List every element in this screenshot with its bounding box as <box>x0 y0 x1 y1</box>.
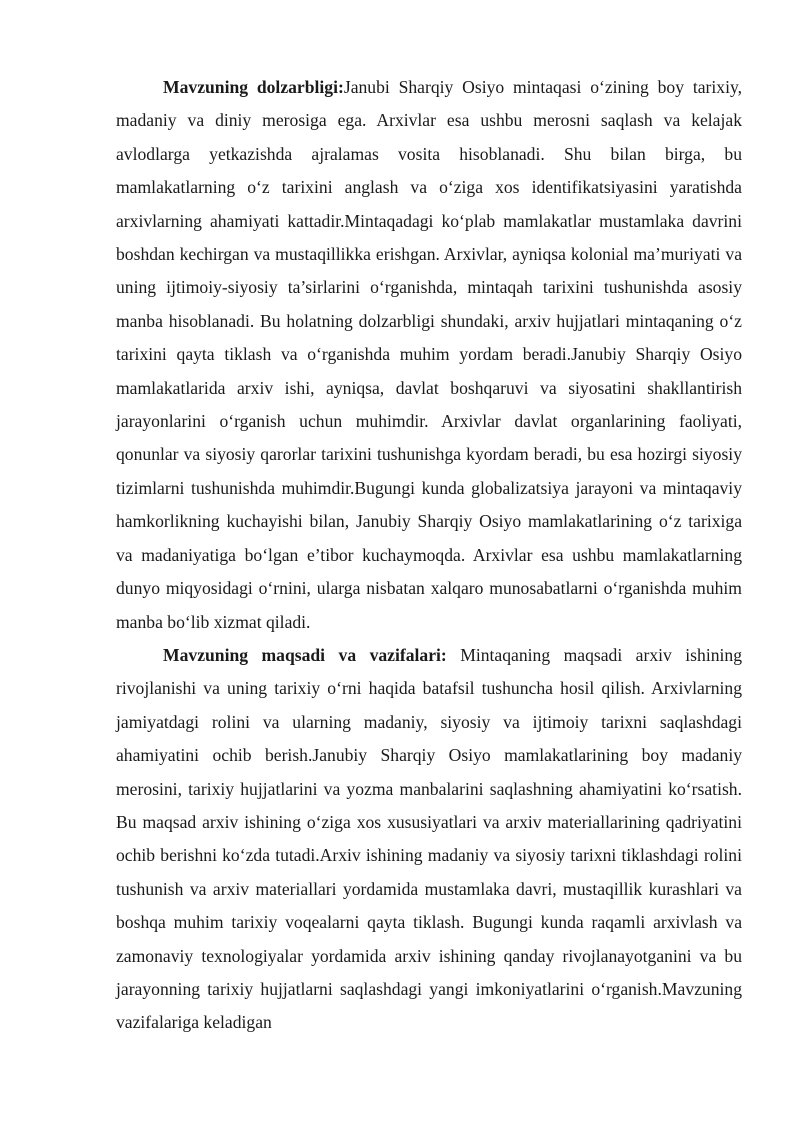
paragraph-text-goals: Mintaqaning maqsadi arxiv ishining rivojlanishi va uning tarixiy o‘rni haqida batafsil tushuncha hosil qilish. Arxivlarning jamiyatdagi rolini va ularning madaniy, siyosiy va ijtimoiy tarixni saqlashdagi ahamiyatini ochib berish.Janubiy Sharqiy Osiyo mamlakatlarining boy madaniy merosini, tarixiy hujjatlarini va yozma manbalarini saqlashning ahamiyatini ko‘rsatish. Bu maqsad arxiv ishining o‘ziga xos xususiyatlari va arxiv materiallarining qadriyatini ochib berishni ko‘zda tutadi.Arxiv ishining madaniy va siyosiy tarixni tiklashdagi rolini tushunish va arxiv materiallari yordamida mustamlaka davri, mustaqillik kurashlari va boshqa muhim tarixiy voqealarni qayta tiklash. Bugungi kunda raqamli arxivlash va zamonaviy texnologiyalar yordamida arxiv ishining qanday rivojlanayotganini va bu jarayonning tarixiy hujjatlarni saqlashdagi yangi imkoniyatlarini o‘rganish.Mavzuning vazifalariga keladigan <box>116 644 742 1033</box>
body-text <box>116 71 742 1040</box>
paragraph-heading-goals: Mavzuning maqsadi va vazifalari: <box>163 644 461 665</box>
paragraph-relevance <box>116 71 742 639</box>
paragraph-heading-relevance: Mavzuning dolzarbligi: <box>163 77 344 97</box>
paragraph-goals <box>116 639 742 1040</box>
paragraph-text-relevance: Janubi Sharqiy Osiyo mintaqasi o‘zining boy tarixiy, madaniy va diniy merosiga ega. Arxivlar esa ushbu merosni saqlash va kelajak avlodlarga yetkazishda ajralamas vosita hisoblanadi. Shu bilan birga, bu mamlakatlarning o‘z tarixini anglash va o‘ziga xos identifikatsiyasini yaratishda arxivlarning ahamiyati kattadir.Mintaqadagi ko‘plab mamlakatlar mustamlaka davrini boshdan kechirgan va mustaqillikka erishgan. Arxivlar, ayniqsa kolonial ma’muriyati va uning ijtimoiy-siyosiy ta’sirlarini o‘rganishda, mintaqah tarixini tushunishda asosiy manba hisoblanadi. Bu holatning dolzarbligi shundaki, arxiv hujjatlari mintaqaning o‘z tarixini qayta tiklash va o‘rganishda muhim yordam beradi.Janubiy Sharqiy Osiyo mamlakatlarida arxiv ishi, ayniqsa, davlat boshqaruvi va siyosatini shakllantirish jarayonlarini o‘rganish uchun muhimdir. Arxivlar davlat organlarining faoliyati, qonunlar va siyosiy qarorlar tarixini tushunishga kyordam beradi, bu esa hozirgi siyosiy tizimlarni tushunishda muhimdir.Bugungi kunda globalizatsiya jarayoni va mintaqaviy hamkorlikning kuchayishi bilan, Janubiy Sharqiy Osiyo mamlakatlarining o‘z tarixiga va madaniyatiga bo‘lgan e’tibor kuchaymoqda. Arxivlar esa ushbu mamlakatlarning dunyo miqyosidagi o‘rnini, ularga nisbatan xalqaro munosabatlarni o‘rganishda muhim manba bo‘lib xizmat qiladi. <box>116 77 743 632</box>
